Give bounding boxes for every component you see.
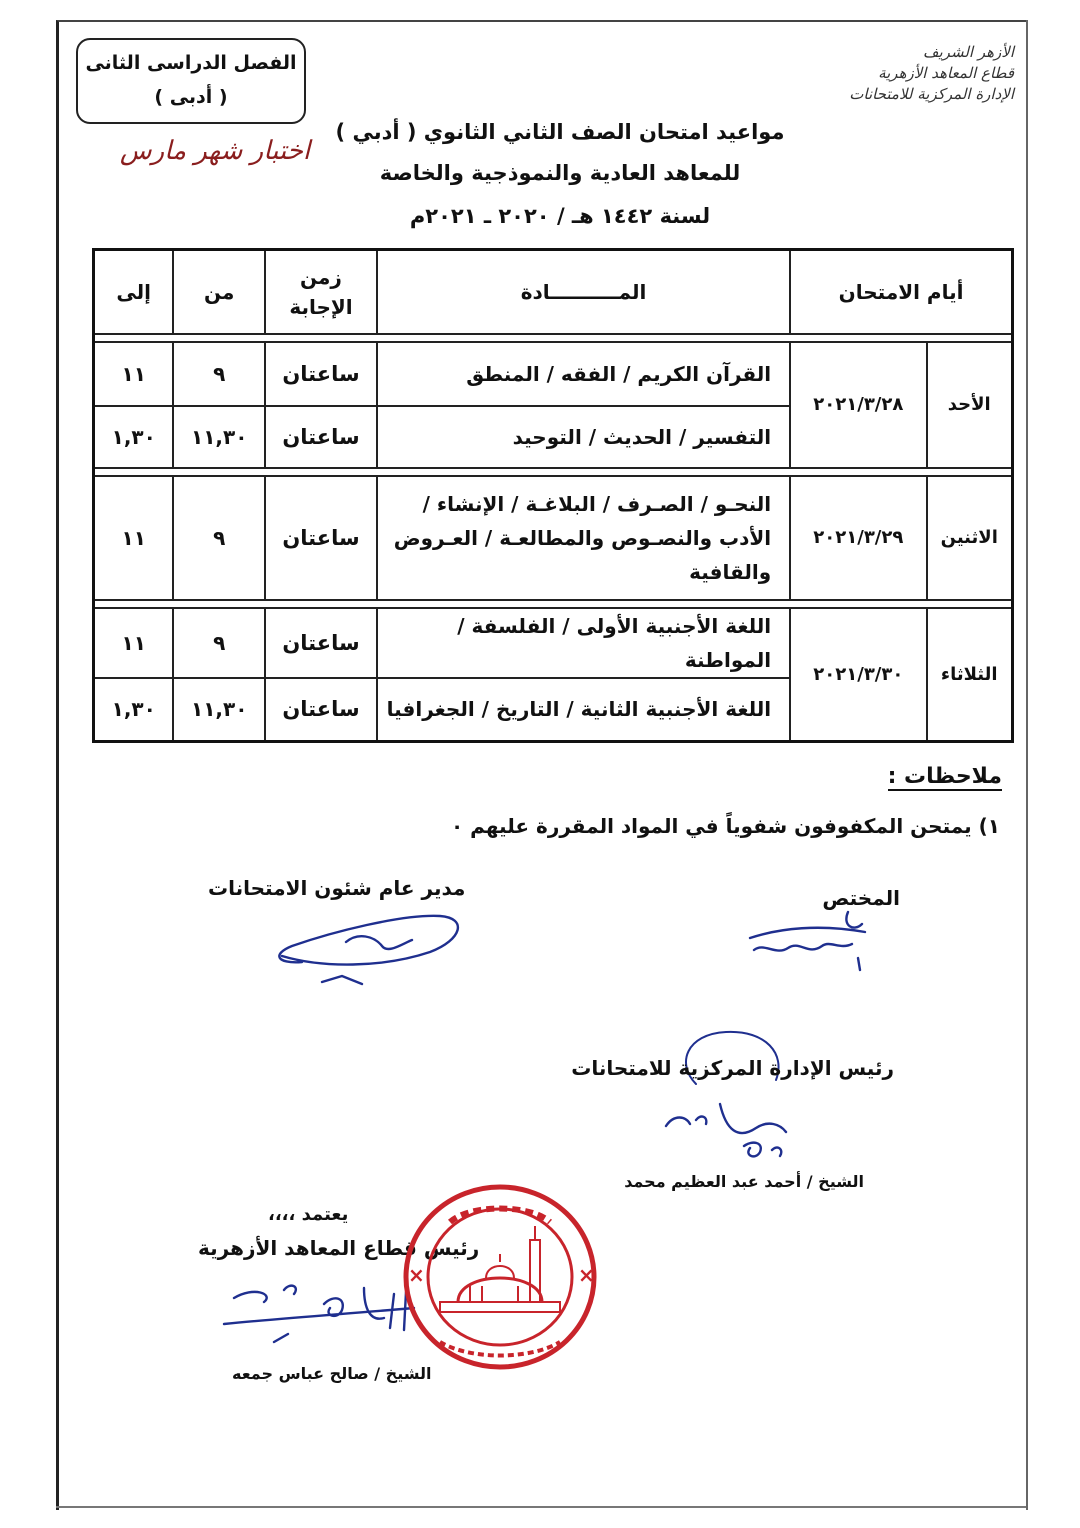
- head-exams-name: الشيخ / أحمد عبد العظيم محمد: [624, 1172, 864, 1191]
- from-cell: ٩: [173, 476, 265, 600]
- subject-cell: التفسير / الحديث / التوحيد: [377, 406, 790, 468]
- date-cell: ٢٠٢١/٣/٢٩: [790, 476, 926, 600]
- title-line-1: مواعيد امتحان الصف الثاني الثانوي ( أدبي ): [335, 120, 785, 144]
- director-signature-icon: [262, 902, 472, 992]
- page-frame-right: [1026, 20, 1028, 1510]
- subject-cell: اللغة الأجنبية الثانية / التاريخ / الجغرافيا: [377, 678, 790, 742]
- header-from: من: [173, 250, 265, 334]
- semester-line-1: الفصل الدراسى الثانى: [85, 52, 297, 74]
- page-frame-bottom: [56, 1506, 1026, 1508]
- official-seal-icon: [400, 1182, 600, 1372]
- header-to: إلى: [94, 250, 174, 334]
- from-cell: ٩: [173, 608, 265, 678]
- org-line-3: الإدارة المركزية للامتحانات: [849, 85, 1014, 103]
- to-cell: ١١: [94, 342, 174, 406]
- header-duration: زمن الإجابة: [265, 250, 377, 334]
- subject-cell: القرآن الكريم / الفقه / المنطق: [377, 342, 790, 406]
- document-title: [330, 112, 790, 238]
- subject-cell: اللغة الأجنبية الأولى / الفلسفة / المواطنة: [377, 608, 790, 678]
- row-separator: [94, 600, 1013, 608]
- duration-cell: ساعتان: [265, 476, 377, 600]
- subject-cell: النحـو / الصـرف / البلاغـة / الإنشاء / الأدب والنصـوص والمطالعـة / العـروض والقافية: [377, 476, 790, 600]
- duration-cell: ساعتان: [265, 406, 377, 468]
- title-line-3: لسنة ١٤٤٢ هـ / ٢٠٢٠ ـ ٢٠٢١م: [409, 204, 711, 228]
- date-cell: ٢٠٢١/٣/٣٠: [790, 608, 926, 742]
- table-row: [94, 608, 1013, 678]
- duration-cell: ساعتان: [265, 678, 377, 742]
- handwritten-note: اختبار شهر مارس: [119, 136, 311, 166]
- org-header: [814, 42, 1014, 105]
- table-header-row: [94, 250, 1013, 334]
- notes-heading: ملاحظات :: [887, 764, 1002, 789]
- table-row: [94, 342, 1013, 406]
- semester-line-2: ( أدبى ): [154, 86, 228, 108]
- org-line-1: الأزهر الشريف: [922, 43, 1014, 61]
- from-cell: ١١,٣٠: [173, 406, 265, 468]
- date-cell: ٢٠٢١/٣/٢٨: [790, 342, 926, 468]
- header-subject: المــــــــــادة: [377, 250, 790, 334]
- to-cell: ١,٣٠: [94, 678, 174, 742]
- svg-text:×: ×: [408, 1263, 425, 1287]
- to-cell: ١,٣٠: [94, 406, 174, 468]
- to-cell: ١١: [94, 608, 174, 678]
- from-cell: ١١,٣٠: [173, 678, 265, 742]
- semester-box: [76, 38, 306, 124]
- org-line-2: قطاع المعاهد الأزهرية: [878, 64, 1014, 82]
- specialist-label: المختص: [822, 886, 900, 910]
- approve-label: يعتمد ،،،،: [268, 1204, 349, 1225]
- table-row: [94, 476, 1013, 600]
- day-cell: الثلاثاء: [927, 608, 1013, 742]
- head-sector-label: رئيس قطاع المعاهد الأزهرية: [198, 1236, 480, 1260]
- head-sector-name: الشيخ / صالح عباس جمعه: [232, 1364, 432, 1383]
- to-cell: ١١: [94, 476, 174, 600]
- head-exams-label: رئيس الإدارة المركزية للامتحانات: [571, 1056, 894, 1080]
- svg-text:×: ×: [578, 1263, 595, 1287]
- row-separator: [94, 334, 1013, 342]
- duration-cell: ساعتان: [265, 608, 377, 678]
- duration-cell: ساعتان: [265, 342, 377, 406]
- head-exams-signature-icon: [660, 1090, 820, 1170]
- from-cell: ٩: [173, 342, 265, 406]
- director-label: مدير عام شئون الامتحانات: [208, 876, 466, 900]
- day-cell: الاثنين: [927, 476, 1013, 600]
- notes-item-1: ١) يمتحن المكفوفون شفوياً في المواد المقررة عليهم ٠: [450, 814, 1000, 838]
- header-days: أيام الامتحان: [790, 250, 1012, 334]
- head-sector-signature-icon: [214, 1268, 424, 1348]
- exam-schedule-table: [92, 248, 1014, 743]
- specialist-signature-icon: [730, 898, 880, 978]
- day-cell: الأحد: [927, 342, 1013, 468]
- title-line-2: للمعاهد العادية والنموذجية والخاصة: [379, 161, 741, 185]
- row-separator: [94, 468, 1013, 476]
